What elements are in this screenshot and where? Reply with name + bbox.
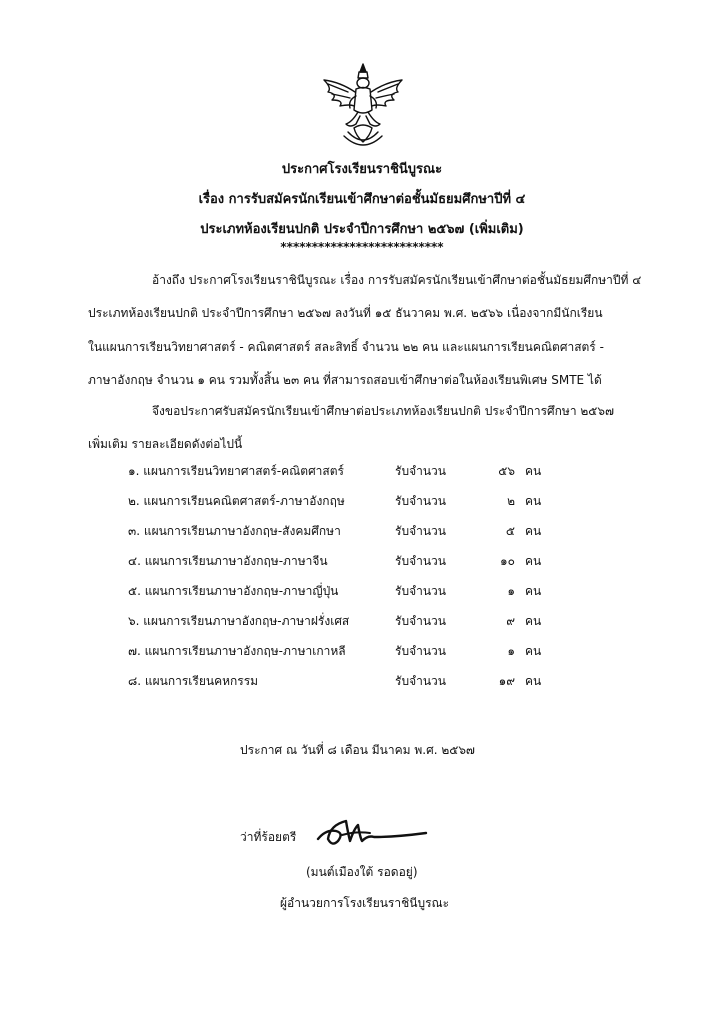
plan-count: ๕ [505,524,515,538]
plan-count: ๒ [507,494,515,508]
plan-unit: คน [525,554,542,568]
plan-name: ๔. แผนการเรียนภาษาอังกฤษ-ภาษาจีน [128,554,328,568]
announcement-type: ประเภทห้องเรียนปกติ ประจำปีการศึกษา ๒๕๖๗ (เพิ่มเติม) [200,222,524,237]
body-paragraph-line: เพิ่มเติม รายละเอียดดังต่อไปนี้ [88,437,243,451]
plan-accept-label: รับจำนวน [395,644,446,658]
plan-row [0,582,724,604]
plan-row [0,552,724,574]
plan-accept-label: รับจำนวน [395,554,446,568]
plan-unit: คน [525,674,542,688]
plan-row [0,492,724,514]
garuda-emblem-icon [318,62,408,150]
plan-unit: คน [525,494,542,508]
plan-accept-label: รับจำนวน [395,674,446,688]
body-paragraph-line: ภาษาอังกฤษ จำนวน ๑ คน รวมทั้งสิ้น ๒๓ คน ที่สามารถสอบเข้าศึกษาต่อในห้องเรียนพิเศษ SMTE ได้ [88,373,602,387]
plan-count: ๑ [507,644,515,658]
body-paragraph-line: ประเภทห้องเรียนปกติ ประจำปีการศึกษา ๒๕๖๗ ลงวันที่ ๑๕ ธันวาคม พ.ศ. ๒๕๖๖ เนื่องจากมีนักเรียน [88,306,603,320]
body-paragraph-line: อ้างถึง ประกาศโรงเรียนราชินีบูรณะ เรื่อง การรับสมัครนักเรียนเข้าศึกษาต่อชั้นมัธยมศึกษาปีที่ ๔ [152,273,642,287]
plan-count: ๑ [507,584,515,598]
handwritten-signature-icon [316,815,428,849]
plan-row [0,462,724,484]
signer-name: (มนต์เมืองใต้ รอดอยู่) [306,865,418,879]
plan-unit: คน [525,464,542,478]
plan-name: ๒. แผนการเรียนคณิตศาสตร์-ภาษาอังกฤษ [128,494,345,508]
signer-rank: ว่าที่ร้อยตรี [240,830,297,844]
plan-count: ๑๐ [500,554,515,568]
announcement-title: ประกาศโรงเรียนราชินีบูรณะ [281,162,443,177]
plan-name: ๕. แผนการเรียนภาษาอังกฤษ-ภาษาญี่ปุ่น [128,584,339,598]
plan-accept-label: รับจำนวน [395,524,446,538]
plan-row [0,522,724,544]
plan-row [0,642,724,664]
plan-accept-label: รับจำนวน [395,584,446,598]
plan-accept-label: รับจำนวน [395,494,446,508]
plan-row [0,672,724,694]
plan-name: ๗. แผนการเรียนภาษาอังกฤษ-ภาษาเกาหลี [128,644,346,658]
announcement-date: ประกาศ ณ วันที่ ๘ เดือน มีนาคม พ.ศ. ๒๕๖๗ [240,743,475,757]
plan-accept-label: รับจำนวน [395,464,446,478]
plan-name: ๖. แผนการเรียนภาษาอังกฤษ-ภาษาฝรั่งเศส [128,614,350,628]
plan-count: ๕๖ [498,464,515,478]
signer-position: ผู้อำนวยการโรงเรียนราชินีบูรณะ [280,896,450,910]
plan-name: ๘. แผนการเรียนคหกรรม [128,674,259,688]
separator-line: ************************** [280,240,444,254]
plan-row [0,612,724,634]
body-paragraph-line: จึงขอประกาศรับสมัครนักเรียนเข้าศึกษาต่อประเภทห้องเรียนปกติ ประจำปีการศึกษา ๒๕๖๗ [152,404,615,418]
plan-name: ๑. แผนการเรียนวิทยาศาสตร์-คณิตศาสตร์ [128,464,344,478]
plan-count: ๑๙ [498,674,515,688]
plan-name: ๓. แผนการเรียนภาษาอังกฤษ-สังคมศึกษา [128,524,341,538]
announcement-subject: เรื่อง การรับสมัครนักเรียนเข้าศึกษาต่อชั้นมัธยมศึกษาปีที่ ๔ [198,192,526,207]
plan-accept-label: รับจำนวน [395,614,446,628]
plan-unit: คน [525,614,542,628]
plan-count: ๙ [506,614,515,628]
plan-unit: คน [525,524,542,538]
plan-unit: คน [525,644,542,658]
plan-unit: คน [525,584,542,598]
body-paragraph-line: ในแผนการเรียนวิทยาศาสตร์ - คณิตศาสตร์ สละสิทธิ์ จำนวน ๒๒ คน และแผนการเรียนคณิตศาสตร์ - [88,340,604,354]
